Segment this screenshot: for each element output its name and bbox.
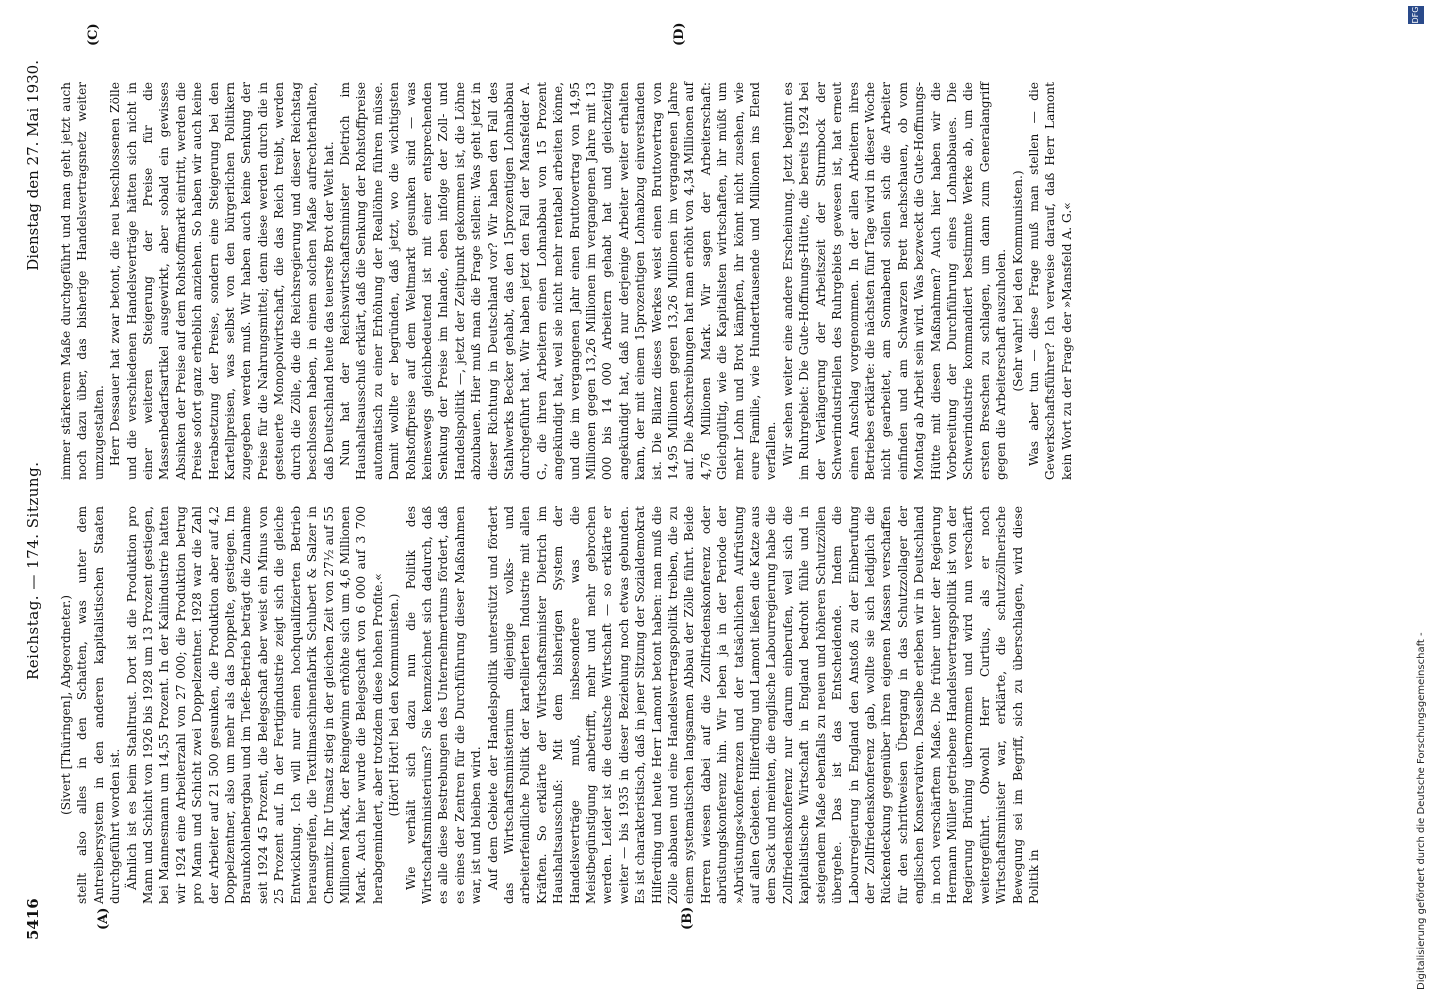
paragraph: Wir sehen weiter eine andere Erscheinung. Jetzt beginnt es im Ruhrgebiet: Die Gute-Hoffnungs-Hütte, die bereits 1924 bei der Verlängerung der Arbeitszeit der Sturmbock der Schwerindustriellen des Ruhrgebiets gewesen ist, hat erneut einen Anschlag vorgenommen. In der allen Arbeitern ihres Betriebes erklärte: die nächsten fünf Tage wird in dieser Woche nicht gearbeitet, am Sonnabend sollen sich die Arbeiter einfinden und am Schwarzen Brett nachschauen, ob vom Montag ab Arbeit sein wird. Was bezweckt die Gute-Hoffnungs-Hütte mit diesen Maßnahmen? Auch hier haben wir die Vorbereitung der Durchführung eines Lohnabbaues. Die Schwerindustrie kommandiert bestimmte Werke ab, um die ersten Breschen zu schlagen, um dann zum Generalangriff gegen die Arbeiterschaft auszuholen.: [780, 82, 1009, 480]
right-column: [58, 82, 1075, 480]
margin-marker-d: (D): [672, 22, 687, 46]
margin-marker-a: (A): [96, 907, 111, 930]
interjection: (Sehr wahr! bei den Kommunisten.): [1010, 170, 1025, 392]
page-title: Reichstag. — 174. Sitzung.: [24, 461, 42, 680]
paragraph: Was aber tun — diese Frage muß man stellen — die Gewerkschaftsführer? Ich verweise darauf, daß Herr Lamont kein Wort zu der Frage der »Mansfeld A. G.«: [1026, 82, 1074, 480]
digitization-credit: Digitalisierung gefördert durch die Deutsche Forschungsgemeinschaft -: [1416, 632, 1427, 990]
paragraph: stellt also alles in den Schatten, was unter dem Antreibersystem in den anderen kapitalistischen Staaten durchgeführt worden ist.: [75, 506, 123, 904]
paragraph: Herr Dessauer hat zwar betont, die neu beschlossenen Zölle und die verschiedenen Handelsverträge hätten sich nicht in einer weiteren Steigerung der Preise für die Massenbedarfsartikel ausgewirkt, aber sobald ein gewisses Absinken der Preise auf dem Rohstoffmarkt eintritt, werden die Preise sofort ganz erheblich anziehen. So haben wir auch keine Herabsetzung der Preise, sondern eine Steigerung bei den Kartellpreisen, was selbst von den bürgerlichen Politikern zugegeben werden muß. Wir haben auch keine Senkung der Preise für die Nahrungsmittel; denn diese werden durch die in gesteuerte Monopolwirtschaft, die das Reich treibt, werden durch die Zölle, die die Reichsregierung und dieser Reichstag beschlossen haben, in einem solchen Maße aufrechterhalten, daß Deutschland heute das teuerste Brot der Welt hat.: [108, 82, 336, 480]
page-number: 5416: [24, 898, 42, 940]
paragraph: immer stärkerem Maße durchgeführt und man geht jetzt auch noch dazu über, das bisherige Handelsvertragsnetz weiter umzugestalten.: [59, 82, 106, 480]
paragraph: Auf dem Gebiete der Handelspolitik unterstützt und fördert das Wirtschaftsministerium diejenige volks- und arbeiterfeindliche Politik der kartellierten Industrie mit allen Kräften. So erklärte der Wirtschaftsminister Dietrich im Haushaltsausschuß: Mit dem bisherigen System der Handelsverträge muß, insbesondere was die Meistbegünstigung anbetrifft, mehr und mehr gebrochen werden. Leider ist die deutsche Wirtschaft — so erklärte er weiter — bis 1935 in dieser Beziehung noch etwas gebunden. Es ist charakteristisch, daß in jener Sitzung der Sozialdemokrat Hilferding und heute Herr Lamont betont haben: man muß die Zölle abbauen und eine Handelsvertragspolitik treiben, die zu einem systematischen langsamen Abbau der Zölle führt. Beide Herren wiesen dabei auf die Zollfriedenskonferenz oder abrüstungskonferenz hin. Wir leben ja in der Periode der »Abrüstungs«konferenzen und der tatsächlichen Aufrüstung auf allen Gebieten. Hilferding und Lamont ließen die Katze aus dem Sack und meinten, die englische Labourregierung habe die Zollfriedenskonferenz nur darum einberufen, weil sich die kapitalistische Wirtschaft in England bedroht fühle und in steigendem Maße ebenfalls zu neuen und höheren Schutzzöllen übergehe. Das ist das Entscheidende. Indem die Labourregierung in England den Anstoß zu der Einberufung der Zollfriedenskonferenz gab, wollte sie sich lediglich die Rückendeckung gegenüber ihren eigenen Massen verschaffen für den schrittweisen Übergang in das Schutzzollager der englischen Konservativen. Dasselbe erleben wir in Deutschland in noch verschärftem Maße. Die früher unter der Regierung Hermann Müller getriebene Handelsvertragspolitik ist von der Regierung Brüning übernommen und wird nun verschärft weitergeführt. Obwohl Herr Curtius, als er noch Wirtschaftsminister war, erklärte, die schutzzöllnerische Bewegung sei im Begriff, sich zu überschlagen, wird diese Politik in: [485, 506, 1041, 904]
session-date: Dienstag den 27. Mai 1930.: [24, 60, 42, 271]
margin-marker-c: (C): [86, 23, 101, 46]
margin-marker-b: (B): [680, 906, 695, 930]
left-column: [58, 506, 1042, 904]
interjection: (Hört! Hört! bei den Kommunisten.): [387, 593, 402, 817]
page-header: [20, 60, 48, 940]
paragraph: Nun hat der Reichswirtschaftsminister Dietrich im Haushaltsausschuß erklärt, daß die Senkung der Rohstoffpreise automatisch zu einer Erhöhung der Reallöhne führen müsse. Damit wollte er begründen, daß jetzt, wo die wichtigsten Rohstoffpreise auf dem Weltmarkt gesunken sind — was keineswegs gleichbedeutend ist mit einer entsprechenden Senkung der Preise im Inlande, eben infolge der Zoll- und Handelspolitik —, jetzt der Zeitpunkt gekommen ist, die Löhne abzubauen. Hier muß man die Frage stellen: Was geht jetzt in dieser Richtung in Deutschland vor? Wir haben den Fall des Stahlwerks Becker gehabt, das den 15prozentigen Lohnabbau durchgeführt hat. Wir haben jetzt den Fall der Mansfelder A. G., die ihren Arbeitern einen Lohnabbau von 15 Prozent angekündigt hat, weil sie nicht mehr rentabel arbeiten könne, und die im vergangenen Jahr einen Bruttovertrag von 14,95 Millionen gegen 13,26 Millionen im vergangenen Jahre mit 13 000 bis 14 000 Arbeitern gehabt hat und gleichzeitig angekündigt hat, daß nur derjenige Arbeiter weiter erhalten kann, der mit einem 15prozentigen Lohnabzug einverstanden ist. Die Bilanz dieses Werkes weist einen Bruttovertrag von 14,95 Millionen gegen 13,26 Millionen im vergangenen Jahre auf. Die Abschreibungen hat man erhöht von 4,34 Millionen auf 4,76 Millionen Mark. Wir sagen der Arbeiterschaft: Gleichgültig, wie die Kapitalisten wirtschaften, ihr müßt um mehr Lohn und Brot kämpfen, ihr könnt nicht zusehen, wie eure Familie, wie Hunderttausende und Millionen ins Elend verfallen.: [337, 82, 779, 480]
dfg-logo: DFG: [1408, 6, 1424, 24]
paragraph: Wie verhält sich dazu nun die Politik des Wirtschaftsministeriums? Sie kennzeichnet sich dadurch, daß es alle diese Bestrebungen des Unternehmertums fördert, daß es eines der Zentren für die Durchführung dieser Maßnahmen war, ist und bleiben wird.: [403, 506, 484, 904]
paragraph: Ähnlich ist es beim Stahltrust. Dort ist die Produktion pro Mann und Schicht von 1926 bis 1928 um 13 Prozent gestiegen, bei Mannesmann um 14,55 Prozent. In der Kaliindustrie hatten wir 1924 eine Arbeiterzahl von 27 000; die Produktion betrug pro Mann und Schicht zwei Doppelzentner. 1928 war die Zahl der Arbeiter auf 21 500 gesunken, die Produktion aber auf 4,2 Doppelzentner, also um mehr als das Doppelte, gestiegen. Im Braunkohlenbergbau und im Tiefe-Betrieb beträgt die Zunahme seit 1924 45 Prozent, die Belegschaft aber weist ein Minus von 25 Prozent auf. In der Fertigindustrie zeigt sich die gleiche Entwicklung. Ich will nur einen hochqualifizierten Betrieb herausgreifen, die Textilmaschinenfabrik Schubert & Salzer in Chemnitz. Ihr Umsatz stieg in der gleichen Zeit von 27½ auf 55 Millionen Mark, der Reingewinn erhöhte sich um 4,6 Millionen Mark. Auch hier wurde die Belegschaft von 6 000 auf 3 700 herabgemindert, aber trotzdem diese hohen Profite.«: [124, 506, 385, 904]
speaker-line: (Sivert [Thüringen], Abgeordneter.): [59, 594, 73, 816]
